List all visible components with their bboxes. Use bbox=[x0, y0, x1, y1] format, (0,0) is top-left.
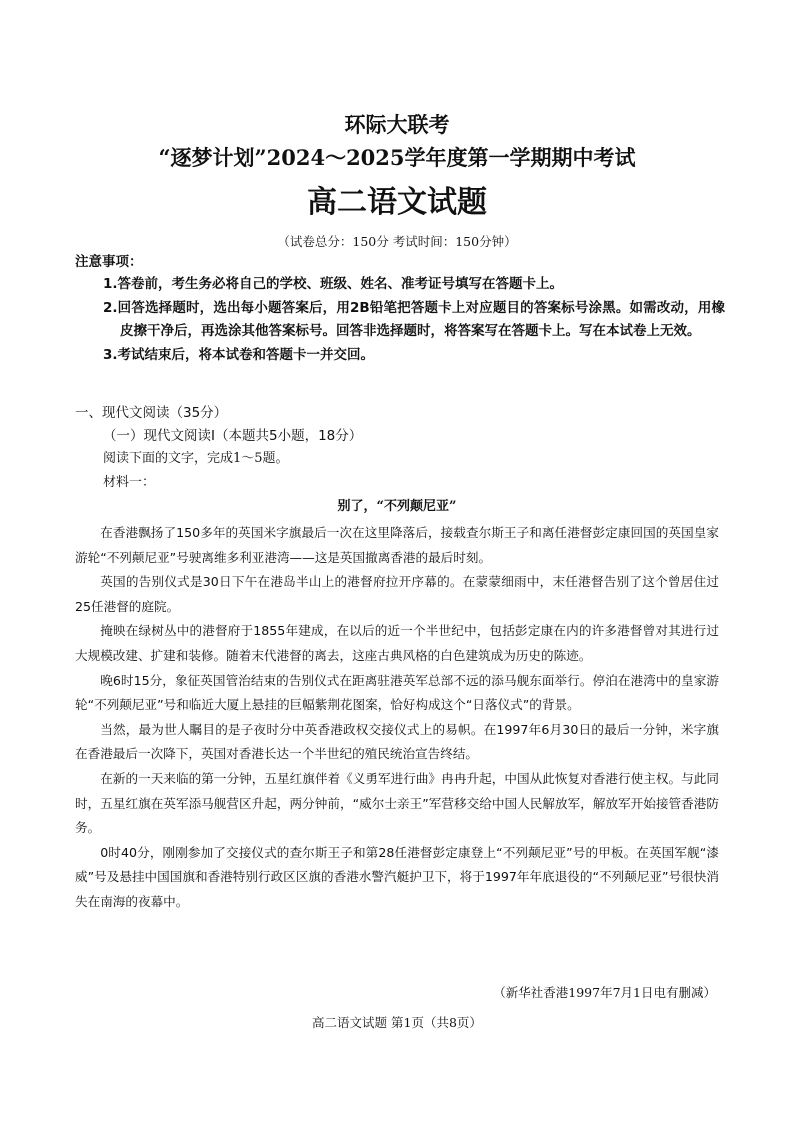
notice-item: 3.考试结束后，将本试卷和答题卡一并交回。 bbox=[103, 346, 375, 363]
article-paragraph: 掩映在绿树丛中的港督府于1855年建成，在以后的近一个半世纪中，包括彭定康在内的许多港督曾对其进行过大规模改建、扩建和装修。随着末代港督的离去，这座古典风格的白色建筑成为历史的陈迹。 bbox=[75, 623, 719, 663]
subsection-heading: （一）现代文阅读Ⅰ（本题共5小题，18分） bbox=[103, 428, 363, 444]
article-title: 别了，“不列颠尼亚” bbox=[337, 499, 457, 514]
material-label: 材料一： bbox=[103, 475, 156, 490]
notice-item: 2.回答选择题时，选出每小题答案后，用2B铅笔把答题卡上对应题目的答案标号涂黑。如需改动，用橡皮擦干净后，再选涂其他答案标号。回答非选择题时，将答案写在答题卡上。写在本试卷上无效。 bbox=[103, 299, 725, 339]
page-title: 高二语文试题 bbox=[307, 185, 487, 220]
article-paragraph: 在香港飘扬了150多年的英国米字旗最后一次在这里降落后，接载查尔斯王子和离任港督彭定康回国的英国皇家游轮“不列颠尼亚”号驶离维多利亚港湾——这是英国撤离香港的最后时刻。 bbox=[75, 525, 719, 565]
exam-name: “逐梦计划”2024～2025学年度第一学期期中考试 bbox=[158, 145, 636, 170]
notice-item: 1.答卷前，考生务必将自己的学校、班级、姓名、准考证号填写在答题卡上。 bbox=[103, 276, 564, 292]
article-source: （新华社香港1997年7月1日电有删减） bbox=[493, 985, 716, 1000]
exam-meta: （试卷总分：150分 考试时间：150分钟） bbox=[277, 234, 517, 249]
article-paragraph: 当然，最为世人瞩目的是子夜时分中英香港政权交接仪式上的易帜。在1997年6月30日的最后一分钟，米字旗在香港最后一次降下，英国对香港长达一个半世纪的殖民统治宣告终结。 bbox=[75, 721, 719, 762]
section-heading: 一、现代文阅读（35分） bbox=[75, 405, 228, 421]
page-footer: 高二语文试题 第1页（共8页） bbox=[312, 1015, 482, 1030]
article-paragraph: 在新的一天来临的第一分钟，五星红旗伴着《义勇军进行曲》冉冉升起，中国从此恢复对香港行使主权。与此同时，五星红旗在英军添马舰营区升起，两分钟前，“威尔士亲王”军营移交给中国人民解放军，解放军开始接管香港防务。 bbox=[75, 770, 719, 836]
reading-instruction: 阅读下面的文字，完成1～5题。 bbox=[103, 451, 289, 466]
article-body bbox=[75, 521, 719, 915]
notice-heading: 注意事项： bbox=[75, 254, 143, 270]
article-paragraph: 晚6时15分，象征英国管治结束的告别仪式在距离驻港英军总部不远的添马舰东面举行。停泊在港湾中的皇家游轮“不列颠尼亚”号和临近大厦上悬挂的巨幅紫荆花图案，恰好构成这个“日落仪式”的背景。 bbox=[75, 672, 719, 713]
article-paragraph: 0时40分，刚刚参加了交接仪式的查尔斯王子和第28任港督彭定康登上“不列颠尼亚”号的甲板。在英国军舰“漆威”号及悬挂中国国旗和香港特别行政区区旗的香港水警汽艇护卫下，将于1997年年底退役的“不列颠尼亚”号很快消失在南海的夜幕中。 bbox=[75, 844, 719, 909]
exam-organization: 环际大联考 bbox=[344, 112, 450, 137]
notice-list bbox=[103, 273, 725, 367]
article-paragraph: 英国的告别仪式是30日下午在港岛半山上的港督府拉开序幕的。在蒙蒙细雨中，末任港督告别了这个曾居住过25任港督的庭院。 bbox=[75, 574, 719, 614]
